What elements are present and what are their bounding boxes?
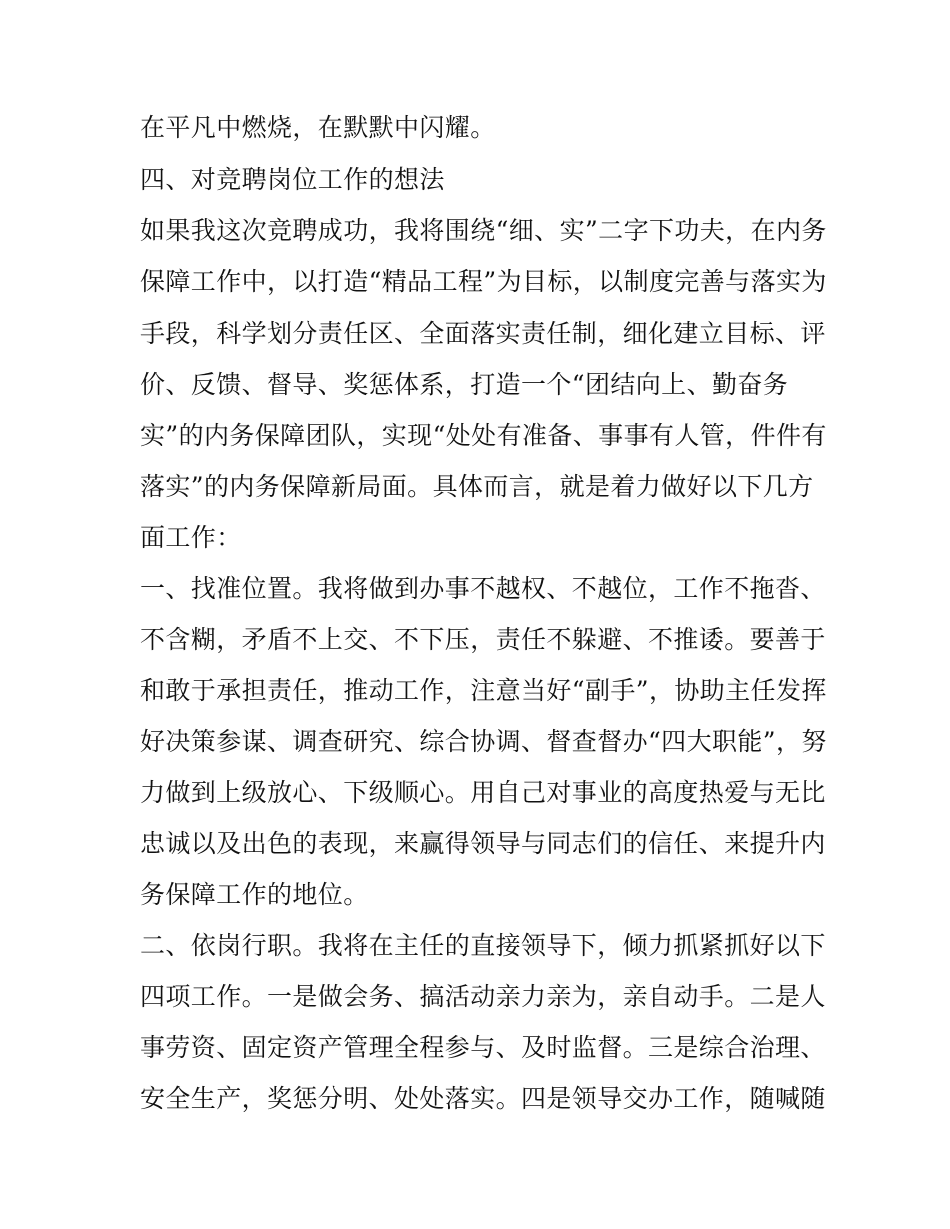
text-line: 务保障工作的地位。	[140, 880, 369, 909]
text-line: 如果我这次竞聘成功，我将围绕“细、实”二字下功夫，在内务	[140, 216, 827, 245]
text-line: 落实”的内务保障新局面。具体而言，就是着力做好以下几方	[140, 472, 814, 501]
text-line: 和敢于承担责任，推动工作，注意当好“副手”，协助主任发挥	[140, 676, 827, 705]
text-line: 力做到上级放心、下级顺心。用自己对事业的高度热爱与无比	[140, 778, 826, 807]
text-line: 安全生产，奖惩分明、处处落实。四是领导交办工作，随喊随	[140, 1084, 826, 1113]
text-line: 面工作：	[140, 523, 242, 552]
text-line: 忠诚以及出色的表现，来赢得领导与同志们的信任、来提升内	[140, 829, 826, 858]
text-line: 价、反馈、督导、奖惩体系，打造一个“团结向上、勤奋务	[140, 370, 789, 399]
section-heading: 四、对竞聘岗位工作的想法	[140, 165, 445, 194]
text-line: 二、依岗行职。我将在主任的直接领导下，倾力抓紧抓好以下	[140, 931, 826, 960]
text-line: 手段，科学划分责任区、全面落实责任制，细化建立目标、评	[140, 319, 826, 348]
text-line: 四项工作。一是做会务、搞活动亲力亲为，亲自动手。二是人	[140, 982, 826, 1011]
text-line: 保障工作中，以打造“精品工程”为目标，以制度完善与落实为	[140, 267, 827, 296]
text-line: 实”的内务保障团队，实现“处处有准备、事事有人管，件件有	[140, 421, 827, 450]
text-line: 一、找准位置。我将做到办事不越权、不越位，工作不拖沓、	[140, 574, 826, 603]
text-line: 在平凡中燃烧，在默默中闪耀。	[140, 113, 496, 142]
text-line: 事劳资、固定资产管理全程参与、及时监督。三是综合治理、	[140, 1033, 826, 1062]
text-line: 好决策参谋、调查研究、综合协调、督查督办“四大职能”，努	[140, 727, 827, 756]
text-line: 不含糊，矛盾不上交、不下压，责任不躲避、不推诿。要善于	[140, 625, 826, 654]
